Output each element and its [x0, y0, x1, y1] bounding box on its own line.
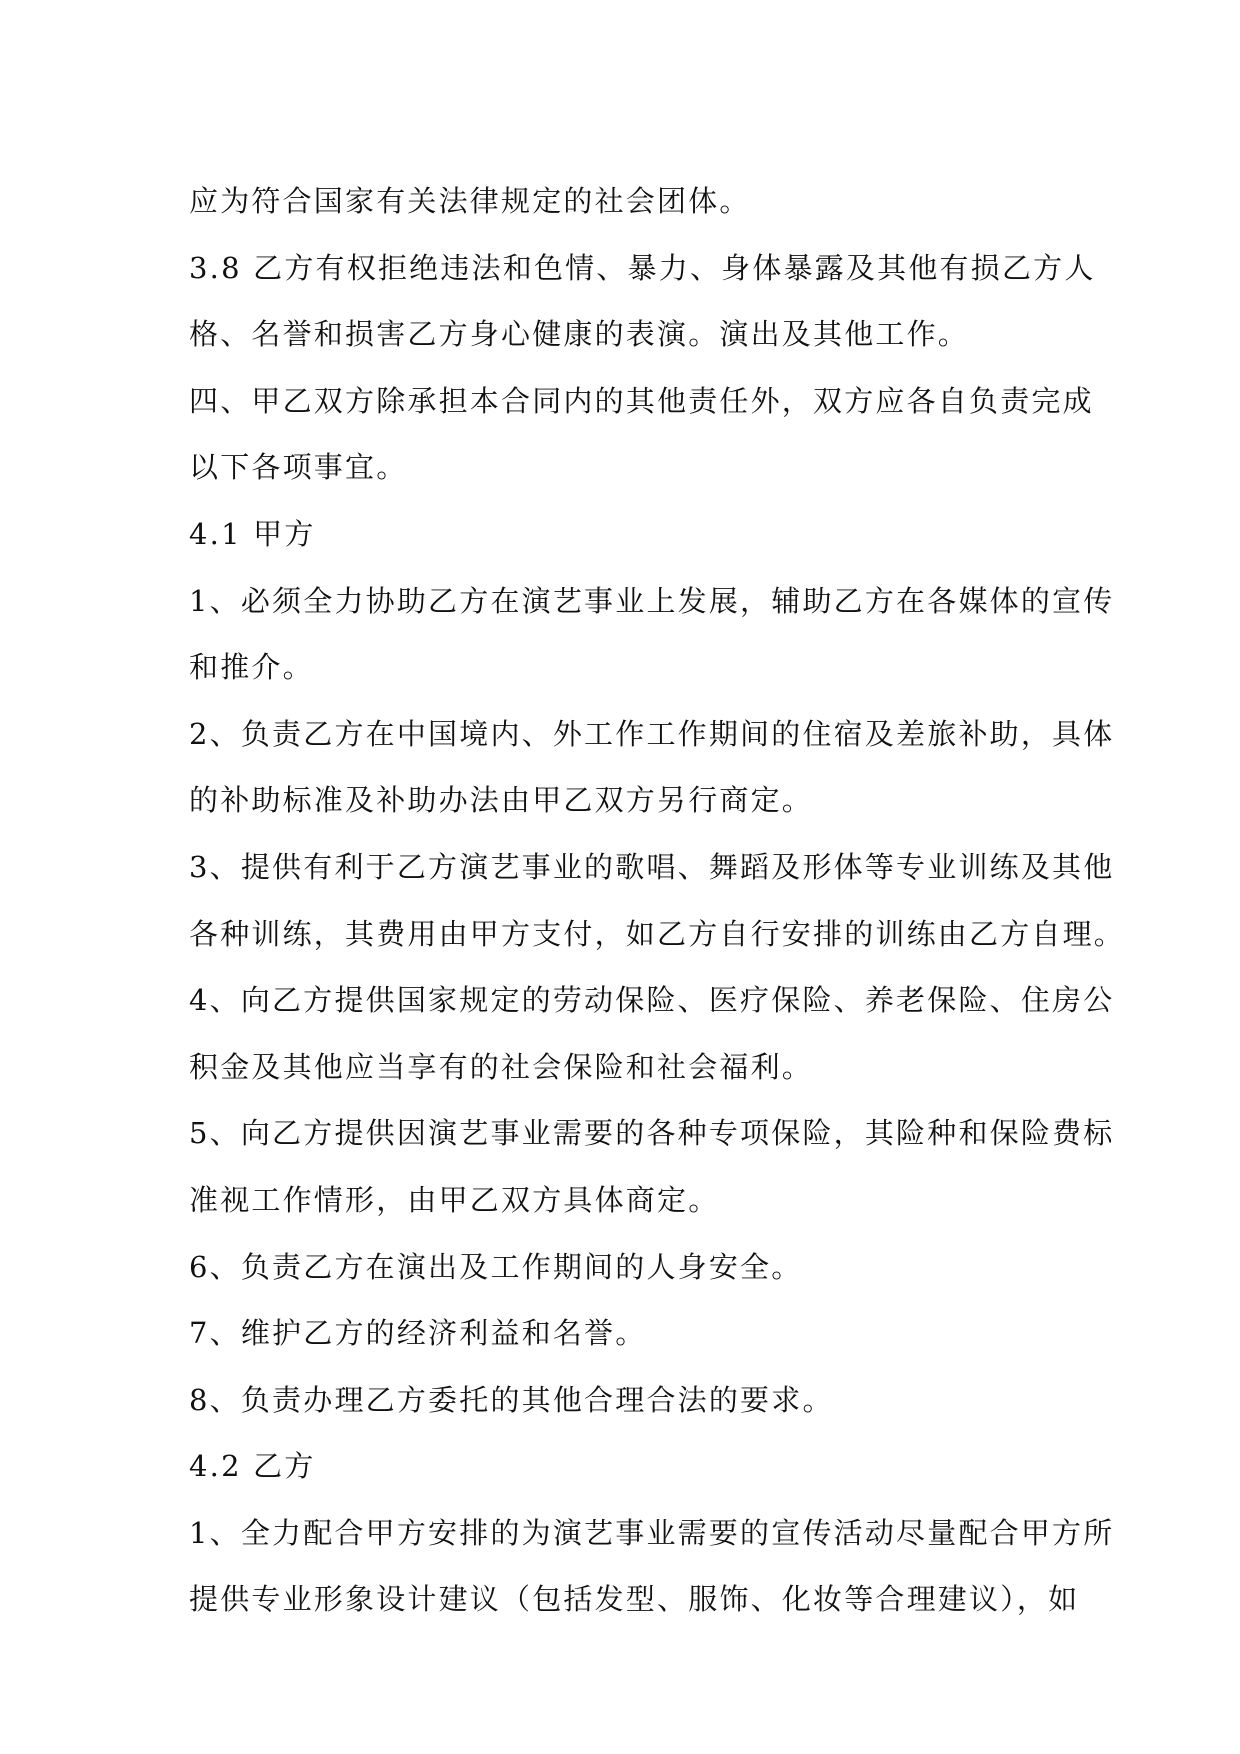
text-line: 以下各项事宜。: [189, 450, 408, 485]
text-line: 格、名誉和损害乙方身心健康的表演。演出及其他工作。: [189, 317, 970, 352]
text-line: 8、负责办理乙方委托的其他合理合法的要求。: [189, 1382, 834, 1417]
text-line: 准视工作情形，由甲乙双方具体商定。: [189, 1182, 720, 1217]
text-line: 4、向乙方提供国家规定的劳动保险、医疗保险、养老保险、住房公: [189, 983, 1115, 1018]
document-body: [189, 168, 1126, 1633]
text-line: 2、负责乙方在中国境内、外工作工作期间的住宿及差旅补助，具体: [189, 716, 1115, 751]
text-line: 四、甲乙双方除承担本合同内的其他责任外，双方应各自负责完成: [189, 383, 1094, 418]
section-heading: 4.1 甲方: [189, 516, 316, 551]
text-line: 提供专业形象设计建议（包括发型、服饰、化妆等合理建议），如: [189, 1582, 1080, 1617]
text-line: 积金及其他应当享有的社会保险和社会福利。: [189, 1049, 814, 1084]
text-line: 6、负责乙方在演出及工作期间的人身安全。: [189, 1249, 803, 1284]
text-line: 1、全力配合甲方安排的为演艺事业需要的宣传活动尽量配合甲方所: [189, 1515, 1115, 1550]
text-line: 3、提供有利于乙方演艺事业的歌唱、舞蹈及形体等专业训练及其他: [189, 849, 1115, 884]
text-line: 和推介。: [189, 650, 314, 685]
text-line: 3.8 乙方有权拒绝违法和色情、暴力、身体暴露及其他有损乙方人: [189, 250, 1096, 285]
text-line: 1、必须全力协助乙方在演艺事业上发展，辅助乙方在各媒体的宣传: [189, 583, 1115, 618]
text-line: 7、维护乙方的经济利益和名誉。: [189, 1316, 647, 1351]
section-heading: 4.2 乙方: [189, 1449, 316, 1484]
text-line: 的补助标准及补助办法由甲乙双方另行商定。: [189, 783, 814, 818]
text-line: 各种训练，其费用由甲方支付，如乙方自行安排的训练由乙方自理。: [189, 916, 1126, 951]
text-line: 5、向乙方提供因演艺事业需要的各种专项保险，其险种和保险费标: [189, 1116, 1115, 1151]
text-line: 应为符合国家有关法律规定的社会团体。: [189, 184, 751, 218]
